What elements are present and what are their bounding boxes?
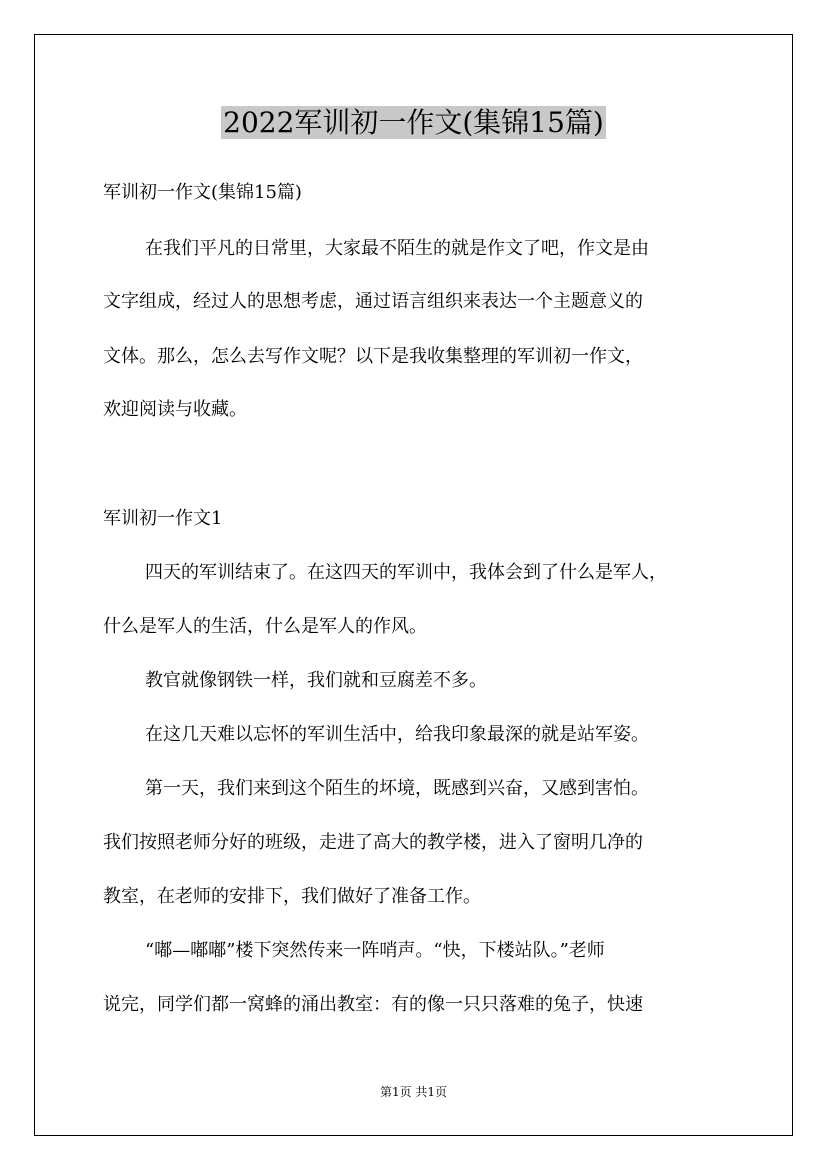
page-footer: 第1页 共1页: [379, 1085, 448, 1099]
intro-line: 在我们平凡的日常里，大家最不陌生的就是作文了吧，作文是由: [145, 238, 649, 259]
document-title-text: 2022军训初一作文(集锦15篇): [223, 106, 604, 139]
body-line: 教官就像钢铁一样，我们就和豆腐差不多。: [145, 670, 487, 691]
body-line: 教室，在老师的安排下，我们做好了准备工作。: [103, 886, 481, 907]
document-subtitle: 军训初一作文(集锦15篇): [103, 182, 302, 203]
document-title: [0, 103, 827, 143]
intro-line: 文体。那么，怎么去写作文呢？以下是我收集整理的军训初一作文，: [103, 346, 643, 367]
body-line: 第一天，我们来到这个陌生的坏境，既感到兴奋，又感到害怕。: [145, 778, 649, 799]
body-line: 四天的军训结束了。在这四天的军训中，我体会到了什么是军人，: [145, 562, 667, 583]
body-line: 在这几天难以忘怀的军训生活中，给我印象最深的就是站军姿。: [145, 724, 649, 745]
body-line: 我们按照老师分好的班级，走进了高大的教学楼，进入了窗明几净的: [103, 832, 643, 853]
body-line: 说完，同学们都一窝蜂的涌出教室：有的像一只只落难的兔子，快速: [103, 994, 643, 1015]
intro-line: 文字组成，经过人的思想考虑，通过语言组织来表达一个主题意义的: [103, 291, 643, 312]
body-line: “嘟—嘟嘟”楼下突然传来一阵哨声。“快，下楼站队。”老师: [145, 940, 605, 961]
section-heading: 军训初一作文1: [103, 508, 223, 529]
intro-line: 欢迎阅读与收藏。: [103, 399, 247, 420]
body-line: 什么是军人的生活，什么是军人的作风。: [103, 616, 427, 637]
